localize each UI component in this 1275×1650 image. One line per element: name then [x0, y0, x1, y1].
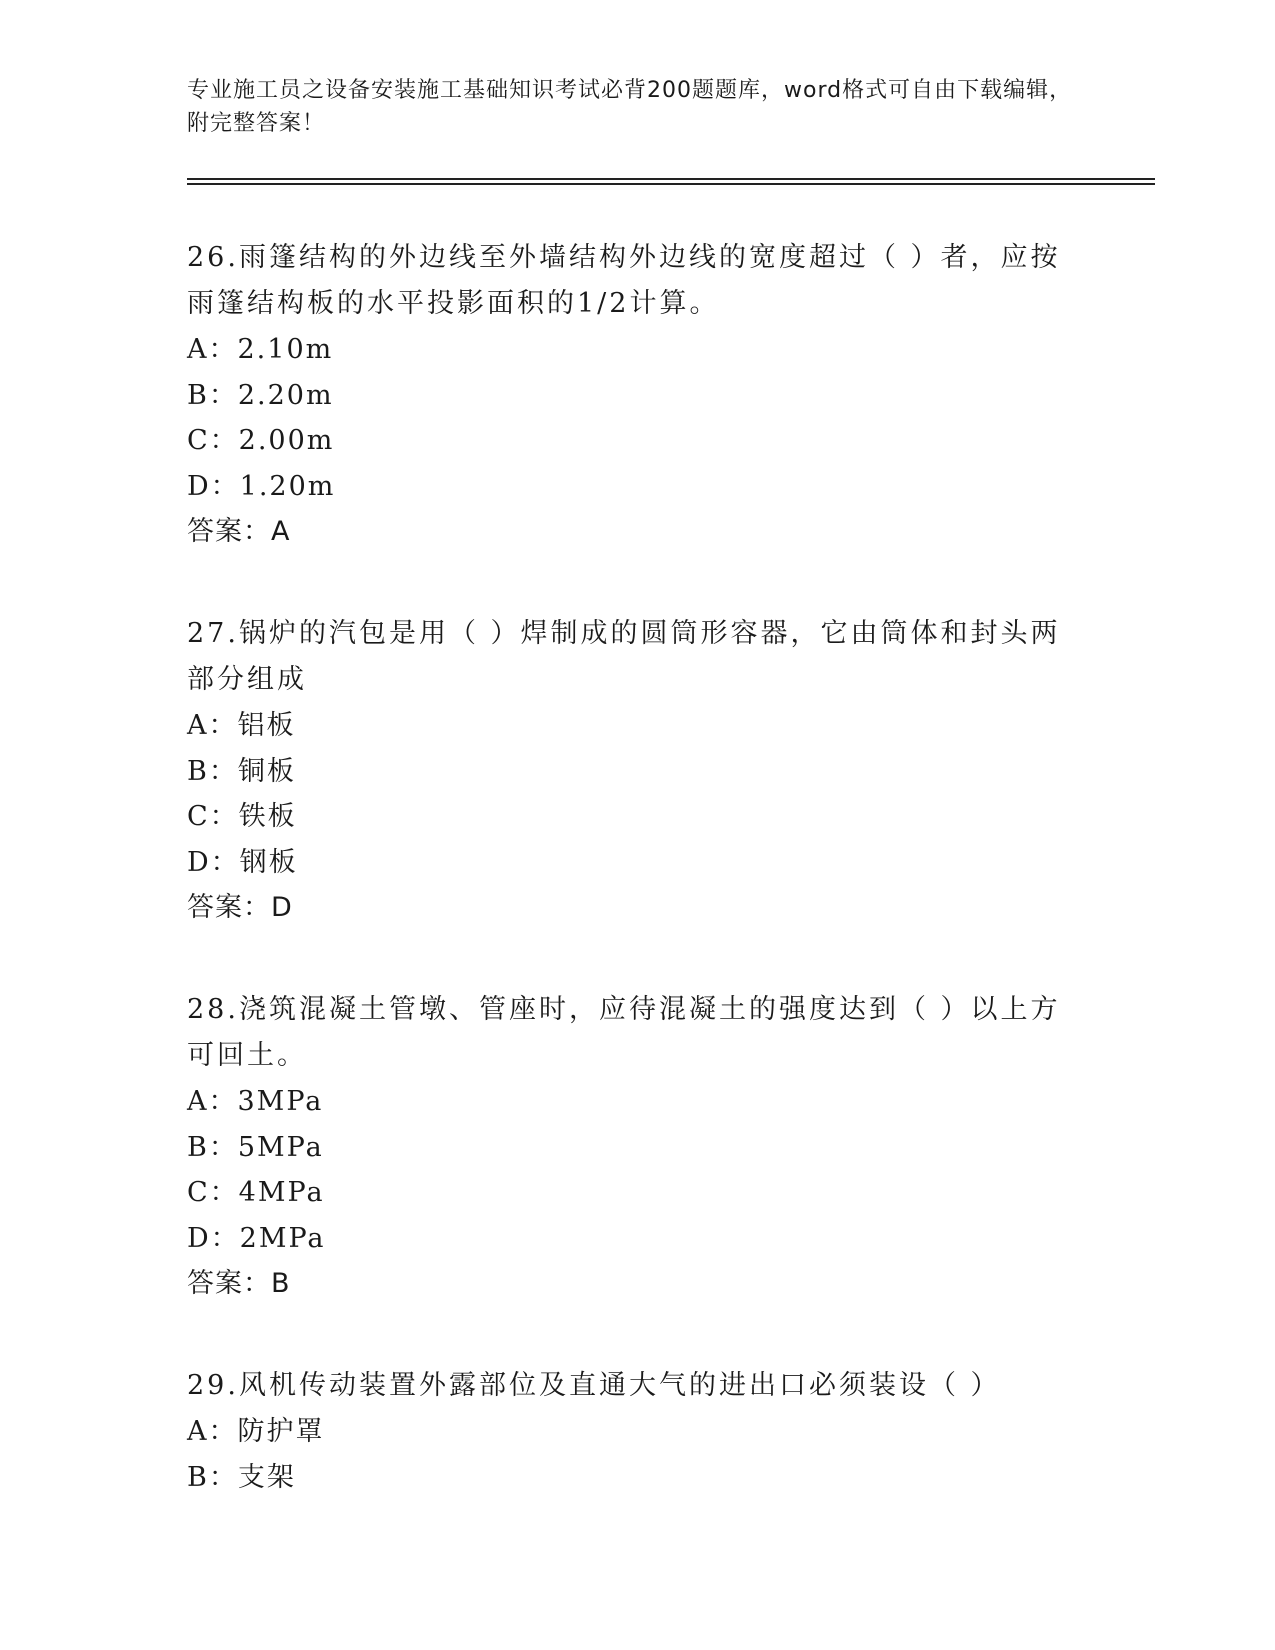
question-26 [187, 235, 1087, 555]
option-text: 2.00m [238, 425, 335, 456]
question-list [187, 235, 1087, 1556]
option-a [187, 327, 1087, 373]
document-header: 专业施工员之设备安装施工基础知识考试必背200题题库，word格式可自由下载编辑，附完整答案！ [187, 78, 1073, 136]
option-label: B： [187, 379, 238, 411]
option-b [187, 749, 1087, 795]
option-b [187, 373, 1087, 419]
header-divider-bottom [187, 183, 1155, 185]
option-text: 5MPa [237, 1131, 324, 1163]
option-text: 4MPa [238, 1177, 325, 1208]
option-label: C： [187, 801, 239, 832]
option-label: A： [187, 710, 238, 741]
option-label: D： [187, 846, 240, 878]
question-stem: 26.雨篷结构的外边线至外墙结构外边线的宽度超过（ ）者，应按雨篷结构板的水平投影面积的1/2计算。 [187, 242, 1061, 319]
option-label: B： [187, 1131, 238, 1163]
option-c [187, 418, 1087, 464]
question-27 [187, 611, 1087, 931]
question-stem: 29.风机传动装置外露部位及直通大气的进出口必须装设（ ） [187, 1370, 1001, 1401]
option-a [187, 1409, 1087, 1455]
option-c [187, 794, 1087, 840]
option-text: 铜板 [237, 755, 296, 787]
answer-line: 答案：A [187, 516, 291, 547]
question-stem: 28.浇筑混凝土管墩、管座时，应待混凝土的强度达到（ ）以上方可回土。 [187, 994, 1061, 1071]
option-d [187, 464, 1087, 510]
option-label: C： [187, 425, 239, 456]
option-b [187, 1455, 1087, 1501]
option-label: D： [187, 470, 240, 502]
option-text: 2MPa [239, 1222, 326, 1254]
option-text: 2.20m [237, 379, 334, 411]
option-label: B： [187, 1461, 238, 1493]
answer-line: 答案：D [187, 892, 293, 923]
option-d [187, 840, 1087, 886]
option-label: C： [187, 1177, 239, 1208]
option-c [187, 1170, 1087, 1216]
option-text: 防护罩 [237, 1416, 325, 1447]
option-a [187, 703, 1087, 749]
option-text: 1.20m [239, 470, 336, 502]
header-divider-top [187, 178, 1155, 180]
option-label: A： [187, 1086, 238, 1117]
option-text: 钢板 [239, 846, 298, 878]
option-text: 铝板 [237, 710, 296, 741]
option-text: 3MPa [237, 1086, 324, 1117]
question-29 [187, 1363, 1087, 1500]
option-label: D： [187, 1222, 240, 1254]
answer-line: 答案：B [187, 1268, 291, 1299]
option-a [187, 1079, 1087, 1125]
option-b [187, 1125, 1087, 1171]
option-label: A： [187, 334, 238, 365]
option-text: 铁板 [238, 801, 297, 832]
question-stem: 27.锅炉的汽包是用（ ）焊制成的圆筒形容器，它由筒体和封头两部分组成 [187, 618, 1061, 695]
option-label: A： [187, 1416, 238, 1447]
option-d [187, 1216, 1087, 1262]
question-28 [187, 987, 1087, 1307]
option-label: B： [187, 755, 238, 787]
option-text: 支架 [237, 1461, 296, 1493]
option-text: 2.10m [237, 334, 334, 365]
